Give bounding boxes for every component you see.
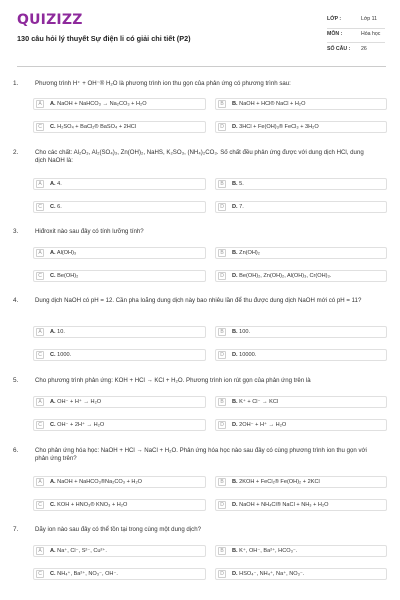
option-letter-badge: C — [36, 123, 44, 131]
option-text — [50, 124, 136, 130]
option-content: 6. — [55, 204, 62, 210]
answer-option-c[interactable] — [33, 419, 206, 431]
answer-option-c[interactable] — [33, 499, 206, 511]
option-letter-badge: A — [36, 328, 44, 336]
option-label: A. — [50, 399, 56, 405]
option-text — [232, 502, 329, 508]
answer-option-c[interactable] — [33, 201, 206, 213]
answer-option-b[interactable] — [215, 178, 387, 190]
option-label: A. — [50, 101, 56, 107]
option-letter-badge: A — [36, 398, 44, 406]
answer-option-d[interactable] — [215, 568, 387, 580]
option-content: Na⁺, Cl⁻, S²⁻, Cu²⁺. — [55, 548, 107, 554]
question-number: 1. — [13, 80, 19, 87]
meta-class-label: LỚP : — [327, 16, 342, 22]
question-text: Dãy ion nào sau đây có thể tồn tại trong cùng một dung dịch? — [35, 526, 201, 533]
option-content: 2OH⁻ + H⁺ → H₂O — [237, 422, 287, 428]
document-title: 130 câu hỏi lý thuyết Sự điện li có giải chi tiết (P2) — [17, 34, 191, 43]
option-content: Zn(OH)₂ — [237, 250, 260, 256]
question-number: 3. — [13, 228, 19, 235]
option-label: B. — [232, 329, 238, 335]
option-label: A. — [50, 548, 56, 554]
meta-count — [327, 46, 385, 56]
option-text — [50, 399, 101, 405]
option-content: 2KOH + FeCl₂® Fe(OH)₂ + 2KCl — [237, 479, 320, 485]
meta-class-value: Lớp 11 — [361, 16, 377, 22]
answer-option-b[interactable] — [215, 326, 387, 338]
question-number: 6. — [13, 447, 19, 454]
answer-option-c[interactable] — [33, 349, 206, 361]
option-label: B. — [232, 101, 238, 107]
question-number: 4. — [13, 297, 19, 304]
option-text — [232, 422, 286, 428]
question-text: Cho phương trình phản ứng: KOH + HCl → KCl + H₂O. Phương trình ion rút gọn của phản ứng trên là — [35, 377, 311, 384]
answer-option-a[interactable] — [33, 98, 206, 110]
meta-class — [327, 16, 385, 26]
option-label: C. — [50, 571, 56, 577]
option-label: A. — [50, 329, 56, 335]
option-content: Al(OH)₃ — [55, 250, 77, 256]
option-content: KOH + HNO₃® KNO₃ + H₂O — [55, 502, 128, 508]
option-letter-badge: A — [36, 478, 44, 486]
option-letter-badge: D — [218, 570, 226, 578]
option-text — [50, 548, 107, 554]
question-number: 7. — [13, 526, 19, 533]
option-content: 4. — [55, 181, 62, 187]
option-text — [232, 181, 244, 187]
option-content: OH⁻ + 2H⁺ → H₂O — [55, 422, 105, 428]
meta-subject-label: MÔN : — [327, 31, 343, 37]
option-label: B. — [232, 479, 238, 485]
option-label: D. — [232, 422, 238, 428]
option-text — [232, 571, 304, 577]
answer-option-d[interactable] — [215, 349, 387, 361]
meta-divider — [327, 28, 385, 29]
option-text — [232, 329, 250, 335]
answer-option-a[interactable] — [33, 396, 206, 408]
option-text — [232, 101, 305, 107]
option-content: 7. — [237, 204, 244, 210]
option-letter-badge: B — [218, 478, 226, 486]
option-content: Be(OH)₂, Zn(OH)₂, Al(OH)₃, Cr(OH)₃. — [237, 273, 332, 279]
option-letter-badge: B — [218, 398, 226, 406]
meta-subject — [327, 31, 385, 41]
option-content: K⁺ + Cl⁻ → KCl — [237, 399, 279, 405]
option-letter-badge: A — [36, 547, 44, 555]
option-letter-badge: D — [218, 203, 226, 211]
option-text — [232, 548, 297, 554]
option-letter-badge: C — [36, 501, 44, 509]
option-content: H₂SO₄ + BaCl₂® BaSO₄ + 2HCl — [55, 124, 137, 130]
answer-option-d[interactable] — [215, 201, 387, 213]
option-letter-badge: A — [36, 100, 44, 108]
option-label: B. — [232, 181, 238, 187]
answer-option-a[interactable] — [33, 247, 206, 259]
option-label: C. — [50, 204, 56, 210]
option-letter-badge: C — [36, 570, 44, 578]
option-text — [232, 273, 331, 279]
option-label: D. — [232, 204, 238, 210]
option-text — [50, 101, 147, 107]
option-content: 100. — [237, 329, 251, 335]
option-content: NaOH + NH₄Cl® NaCl + NH₃ + H₂O — [237, 502, 329, 508]
option-content: 10000. — [237, 352, 257, 358]
question-text: Dung dịch NaOH có pH = 12. Cần pha loãng dung dịch này bao nhiêu lần để thu được dung dịch NaOH mới có pH = 11? — [35, 297, 362, 304]
answer-option-c[interactable] — [33, 270, 206, 282]
answer-option-a[interactable] — [33, 476, 206, 488]
option-letter-badge: B — [218, 249, 226, 257]
option-letter-badge: B — [218, 100, 226, 108]
option-content: 3HCl + Fe(OH)₃® FeCl₃ + 3H₂O — [237, 124, 319, 130]
option-text — [50, 571, 118, 577]
answer-option-b[interactable] — [215, 98, 387, 110]
option-letter-badge: B — [218, 328, 226, 336]
option-letter-badge: C — [36, 203, 44, 211]
option-text — [50, 352, 71, 358]
option-text — [50, 273, 78, 279]
answer-option-c[interactable] — [33, 121, 206, 133]
option-label: C. — [50, 352, 56, 358]
option-label: D. — [232, 352, 238, 358]
option-content: 1000. — [55, 352, 72, 358]
answer-option-b[interactable] — [215, 545, 387, 557]
answer-option-d[interactable] — [215, 499, 387, 511]
quizizz-logo: QUIZIZZ — [17, 12, 83, 28]
answer-option-b[interactable] — [215, 476, 387, 488]
question-number: 5. — [13, 377, 19, 384]
option-text — [232, 250, 260, 256]
option-letter-badge: D — [218, 501, 226, 509]
option-text — [232, 479, 320, 485]
option-content: OH⁻ + H⁺ → H₂O — [55, 399, 102, 405]
option-label: C. — [50, 124, 56, 130]
option-content: NaOH + NaHCO₃®Na₂CO₃ + H₂O — [55, 479, 142, 485]
option-content: NaOH + NaHCO₃ → Na₂CO₃ + H₂O — [55, 101, 147, 107]
question-text: Cho phản ứng hóa học: NaOH + HCl → NaCl + H₂O. Phản ứng hóa học nào sau đây có cùng phương trình ion thu gọn với phản ứng trên? — [35, 447, 367, 462]
meta-divider — [327, 42, 385, 43]
option-text — [50, 479, 142, 485]
option-text — [232, 204, 244, 210]
option-content: HSO₄⁻, NH₄⁺, Na⁺, NO₃⁻. — [237, 571, 305, 577]
option-label: D. — [232, 571, 238, 577]
option-content: 10. — [55, 329, 65, 335]
option-content: NaOH + HCl® NaCl + H₂O — [237, 101, 306, 107]
option-letter-badge: D — [218, 272, 226, 280]
option-content: 5. — [237, 181, 244, 187]
answer-option-d[interactable] — [215, 121, 387, 133]
question-text: Hiđroxit nào sau đây có tính lưỡng tính? — [35, 228, 144, 235]
option-label: B. — [232, 548, 238, 554]
answer-option-d[interactable] — [215, 270, 387, 282]
meta-count-label: SỐ CÂU : — [327, 46, 351, 52]
answer-option-d[interactable] — [215, 419, 387, 431]
option-text — [232, 352, 256, 358]
option-letter-badge: B — [218, 180, 226, 188]
option-letter-badge: A — [36, 180, 44, 188]
meta-subject-value: Hóa học — [361, 31, 381, 37]
option-content: K⁺, OH⁻, Ba²⁺, HCO₃⁻. — [237, 548, 298, 554]
option-label: D. — [232, 273, 238, 279]
option-text — [50, 250, 76, 256]
option-label: B. — [232, 399, 238, 405]
option-letter-badge: C — [36, 351, 44, 359]
option-letter-badge: C — [36, 272, 44, 280]
answer-option-b[interactable] — [215, 396, 387, 408]
option-label: A. — [50, 181, 56, 187]
option-label: D. — [232, 502, 238, 508]
option-text — [50, 422, 104, 428]
option-letter-badge: D — [218, 421, 226, 429]
option-label: C. — [50, 273, 56, 279]
answer-option-b[interactable] — [215, 247, 387, 259]
answer-option-a[interactable] — [33, 545, 206, 557]
meta-count-value: 26 — [361, 46, 367, 52]
question-number: 2. — [13, 149, 19, 156]
option-label: B. — [232, 250, 238, 256]
option-label: A. — [50, 250, 56, 256]
option-text — [50, 181, 62, 187]
option-text — [232, 124, 319, 130]
header-divider — [17, 66, 386, 67]
answer-option-a[interactable] — [33, 178, 206, 190]
option-text — [50, 502, 127, 508]
option-letter-badge: A — [36, 249, 44, 257]
option-content: Be(OH)₂ — [55, 273, 79, 279]
option-label: D. — [232, 124, 238, 130]
answer-option-a[interactable] — [33, 326, 206, 338]
option-letter-badge: B — [218, 547, 226, 555]
option-label: C. — [50, 502, 56, 508]
question-text: Cho các chất: Al₂O₃, Al₂(SO₄)₃, Zn(OH)₂, NaHS, K₂SO₃, (NH₄)₂CO₃. Số chất đều phản ứng được với dung dịch HCl, dung dịch NaOH là: — [35, 149, 364, 164]
option-label: C. — [50, 422, 56, 428]
option-letter-badge: D — [218, 351, 226, 359]
question-text: Phương trình H⁺ + OH⁻® H₂O là phương trình ion thu gọn của phản ứng có phương trình sau: — [35, 80, 291, 87]
option-letter-badge: C — [36, 421, 44, 429]
option-text — [232, 399, 278, 405]
answer-option-c[interactable] — [33, 568, 206, 580]
option-letter-badge: D — [218, 123, 226, 131]
option-content: NH₄⁺, Ba²⁺, NO₃⁻, OH⁻. — [55, 571, 118, 577]
option-text — [50, 204, 62, 210]
option-label: A. — [50, 479, 56, 485]
option-text — [50, 329, 65, 335]
